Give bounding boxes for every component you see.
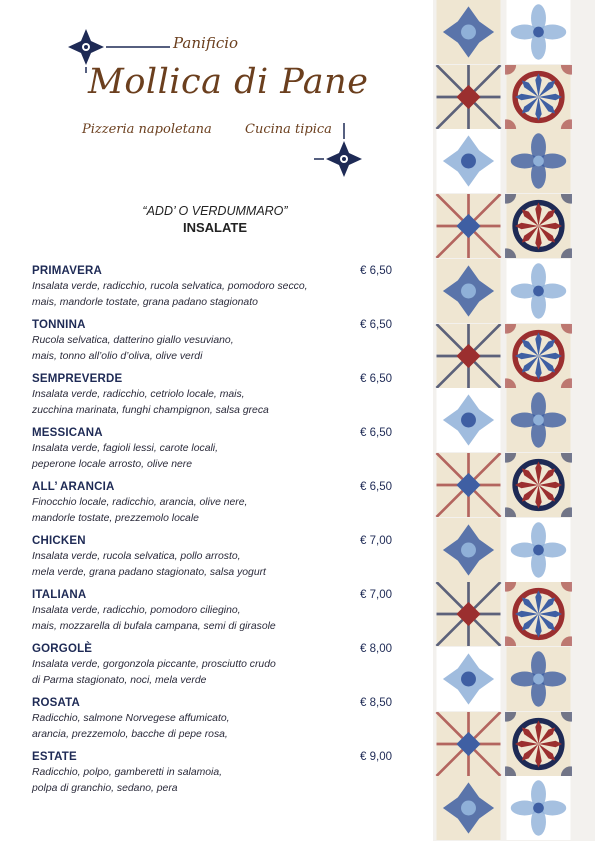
majolica-tile xyxy=(505,582,572,646)
item-price: € 7,00 xyxy=(360,589,392,601)
majolica-tile xyxy=(505,65,572,129)
majolica-tile xyxy=(435,388,502,452)
item-price: € 8,50 xyxy=(360,697,392,709)
item-description xyxy=(32,387,372,418)
section-subtitle: “ADD’ O VERDUMMARO” xyxy=(142,204,288,218)
item-price: € 6,50 xyxy=(360,265,392,277)
majolica-tile xyxy=(505,776,572,840)
brand-subtitle: Panificio xyxy=(173,34,239,52)
item-desc-line2: zucchina marinata, funghi champignon, salsa greca xyxy=(32,404,269,416)
majolica-tile xyxy=(435,324,502,388)
item-desc-line1: Finocchio locale, radicchio, arancia, olive nere, xyxy=(32,497,248,508)
section-title: INSALATE xyxy=(182,220,248,235)
majolica-tile xyxy=(505,324,572,388)
majolica-tile xyxy=(505,0,572,64)
menu-item xyxy=(32,696,392,750)
item-desc-line1: Radicchio, salmone Norvegese affumicato, xyxy=(32,713,230,724)
item-name: PRIMAVERA xyxy=(32,265,102,277)
item-desc-line2: mais, mozzarella di bufala campana, semi di girasole xyxy=(32,620,276,632)
item-desc-line1: Insalata verde, radicchio, cetriolo locale, mais, xyxy=(32,389,245,400)
item-price: € 6,50 xyxy=(360,373,392,385)
item-name: SEMPREVERDE xyxy=(32,373,123,385)
majolica-tile xyxy=(505,129,572,193)
item-description xyxy=(32,333,372,364)
tile-decoration xyxy=(433,0,595,841)
majolica-tile xyxy=(505,388,572,452)
item-price: € 7,00 xyxy=(360,535,392,547)
majolica-tile xyxy=(435,259,502,323)
majolica-tile xyxy=(435,0,502,64)
item-desc-line1: Radicchio, polpo, gamberetti in salamoia, xyxy=(32,767,223,778)
item-description xyxy=(32,279,372,310)
majolica-tile xyxy=(435,65,502,129)
item-desc-line2: mandorle tostate, prezzemolo locale xyxy=(32,512,199,524)
item-name: MESSICANA xyxy=(32,427,103,439)
item-desc-line2: di Parma stagionato, noci, mela verde xyxy=(32,674,207,686)
menu-item xyxy=(32,426,392,480)
item-price: € 6,50 xyxy=(360,481,392,493)
menu-item xyxy=(32,642,392,696)
item-desc-line1: Insalata verde, fagioli lessi, carote locali, xyxy=(32,443,218,454)
menu-item xyxy=(32,318,392,372)
majolica-tile xyxy=(505,194,572,258)
menu-list xyxy=(32,264,392,804)
item-desc-line2: mais, mandorle tostate, grana padano stagionato xyxy=(32,296,258,308)
brand-tagline-right: Cucina tipica xyxy=(245,122,332,137)
majolica-tile xyxy=(435,194,502,258)
item-desc-line2: arancia, prezzemolo, bacche di pepe rosa, xyxy=(32,728,228,740)
item-name: ESTATE xyxy=(32,751,77,763)
majolica-tile xyxy=(435,712,502,776)
item-name: ROSATA xyxy=(32,697,81,709)
item-desc-line1: Rucola selvatica, datterino giallo vesuviano, xyxy=(32,335,234,346)
item-description xyxy=(32,765,372,796)
item-price: € 9,00 xyxy=(360,751,392,763)
item-description xyxy=(32,657,372,688)
menu-item xyxy=(32,480,392,534)
majolica-tile xyxy=(435,776,502,840)
item-name: ITALIANA xyxy=(32,589,87,601)
majolica-tile xyxy=(505,647,572,711)
majolica-tile xyxy=(435,129,502,193)
item-name: CHICKEN xyxy=(32,535,86,547)
item-description xyxy=(32,549,372,580)
item-desc-line1: Insalata verde, radicchio, rucola selvatica, pomodoro secco, xyxy=(32,281,308,292)
item-desc-line2: peperone locale arrosto, olive nere xyxy=(32,458,192,470)
majolica-tile xyxy=(505,453,572,517)
item-description xyxy=(32,441,372,472)
menu-item xyxy=(32,750,392,804)
item-desc-line1: Insalata verde, gorgonzola piccante, prosciutto crudo xyxy=(32,659,276,670)
majolica-tile xyxy=(505,712,572,776)
menu-item xyxy=(32,264,392,318)
item-name: TONNINA xyxy=(32,319,86,331)
menu-item xyxy=(32,372,392,426)
item-desc-line2: mais, tonno all’olio d’oliva, olive verdi xyxy=(32,350,203,362)
brand-tagline-left: Pizzeria napoletana xyxy=(82,122,212,137)
item-name: ALL’ ARANCIA xyxy=(32,481,115,493)
majolica-tile xyxy=(505,518,572,582)
item-desc-line2: polpa di granchio, sedano, pera xyxy=(32,782,178,794)
majolica-tile xyxy=(435,647,502,711)
item-price: € 6,50 xyxy=(360,319,392,331)
majolica-tile xyxy=(435,582,502,646)
brand-name: Mollica di Pane xyxy=(88,62,369,102)
item-description xyxy=(32,603,372,634)
item-desc-line1: Insalata verde, radicchio, pomodoro ciliegino, xyxy=(32,605,241,616)
item-desc-line2: mela verde, grana padano stagionato, salsa yogurt xyxy=(32,566,266,578)
item-price: € 8,00 xyxy=(360,643,392,655)
majolica-tile xyxy=(505,259,572,323)
majolica-tile xyxy=(435,518,502,582)
item-description xyxy=(32,711,372,742)
item-price: € 6,50 xyxy=(360,427,392,439)
menu-item xyxy=(32,534,392,588)
item-desc-line1: Insalata verde, rucola selvatica, pollo arrosto, xyxy=(32,551,241,562)
item-description xyxy=(32,495,372,526)
menu-item xyxy=(32,588,392,642)
majolica-tile xyxy=(435,453,502,517)
item-name: GORGOLÈ xyxy=(32,643,93,655)
